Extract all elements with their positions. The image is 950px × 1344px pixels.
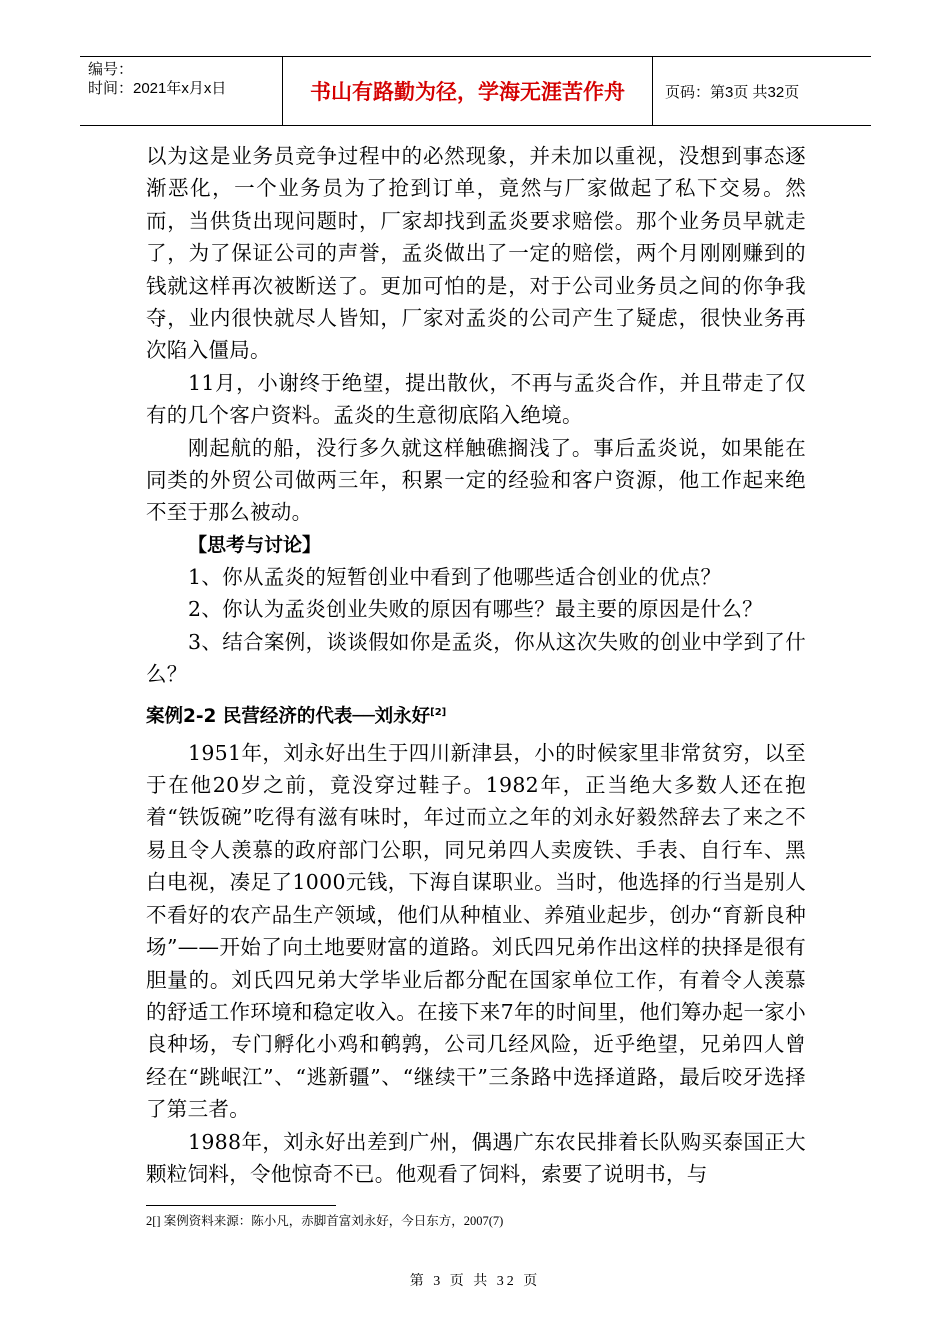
document-body xyxy=(146,140,806,1190)
footnote-reference[interactable]: [2] xyxy=(430,706,447,718)
header-motto: 书山有路勤为径，学海无涯苦作舟 xyxy=(283,57,653,125)
case-title xyxy=(146,695,806,735)
discussion-question: 3、结合案例，谈谈假如你是孟炎，你从这次失败的创业中学到了什么？ xyxy=(146,629,806,687)
discussion-heading: 【思考与讨论】 xyxy=(188,533,322,556)
case-title-text: 案例2-2 民营经济的代表──刘永好 xyxy=(146,705,431,727)
case-paragraph: 1988年，刘永好出差到广州，偶遇广东农民排着长队购买泰国正大颗粒饲料，令他惊奇不已。他观看了饲料，索要了说明书，与 xyxy=(146,1129,806,1186)
document-time-label: 时间：2021年x月x日 xyxy=(88,80,227,97)
discussion-question: 1、你从孟炎的短暂创业中看到了他哪些适合创业的优点？ xyxy=(188,564,722,589)
document-number-label: 编号： xyxy=(88,61,134,78)
body-paragraph: 以为这是业务员竞争过程中的必然现象，并未加以重视，没想到事态逐渐恶化，一个业务员为了抢到订单，竟然与厂家做起了私下交易。然而，当供货出现问题时，厂家却找到孟炎要求赔偿。那个业务员早就走了，为了保证公司的声誉，孟炎做出了一定的赔偿，两个月刚刚赚到的钱就这样再次被断送了。更加可怕的是，对于公司业务员之间的你争我夺，业内很快就尽人皆知，厂家对孟炎的公司产生了疑虑，很快业务再次陷入僵局。 xyxy=(146,144,806,363)
body-paragraph: 11月，小谢终于绝望，提出散伙，不再与孟炎合作，并且带走了仅有的几个客户资料。孟炎的生意彻底陷入绝境。 xyxy=(146,370,806,428)
page-header xyxy=(80,56,871,126)
header-meta xyxy=(80,57,283,125)
discussion-question: 2、你认为孟炎创业失败的原因有哪些？最主要的原因是什么？ xyxy=(188,597,763,622)
body-paragraph: 刚起航的船，没行多久就这样触礁搁浅了。事后孟炎说，如果能在同类的外贸公司做两三年，积累一定的经验和客户资源，他工作起来绝不至于那么被动。 xyxy=(146,435,806,525)
footnote-text: 2[] 案例资料来源：陈小凡，赤脚首富刘永好，今日东方，2007(7) xyxy=(146,1214,504,1228)
header-page-info: 页码：第3页 共32页 xyxy=(665,83,800,101)
footnote-divider xyxy=(146,1205,336,1206)
page-footer: 第 3 页 共 32 页 xyxy=(409,1274,541,1289)
case-paragraph: 1951年，刘永好出生于四川新津县，小的时候家里非常贫穷，以至于在他20岁之前，竟没穿过鞋子。1982年，正当绝大多数人还在抱着“铁饭碗”吃得有滋有味时，年过而立之年的刘永好毅然辞去了来之不易且令人羡慕的政府部门公职，同兄弟四人卖废铁、手表、自行车、黑白电视，凑足了1000元钱，下海自谋职业。当时，他选择的行当是别人不看好的农产品生产领域，他们从种植业、养殖业起步，创办“育新良种场”——开始了向土地要财富的道路。刘氏四兄弟作出这样的抉择是很有胆量的。刘氏四兄弟大学毕业后都分配在国家单位工作，有着令人羡慕的舒适工作环境和稳定收入。在接下来7年的时间里，他们筹办起一家小良种场，专门孵化小鸡和鹌鹑，公司几经风险，近乎绝望，兄弟四人曾经在“跳岷江”、“逃新疆”、“继续干”三条路中选择道路，最后咬牙选择了第三者。 xyxy=(146,740,806,1122)
